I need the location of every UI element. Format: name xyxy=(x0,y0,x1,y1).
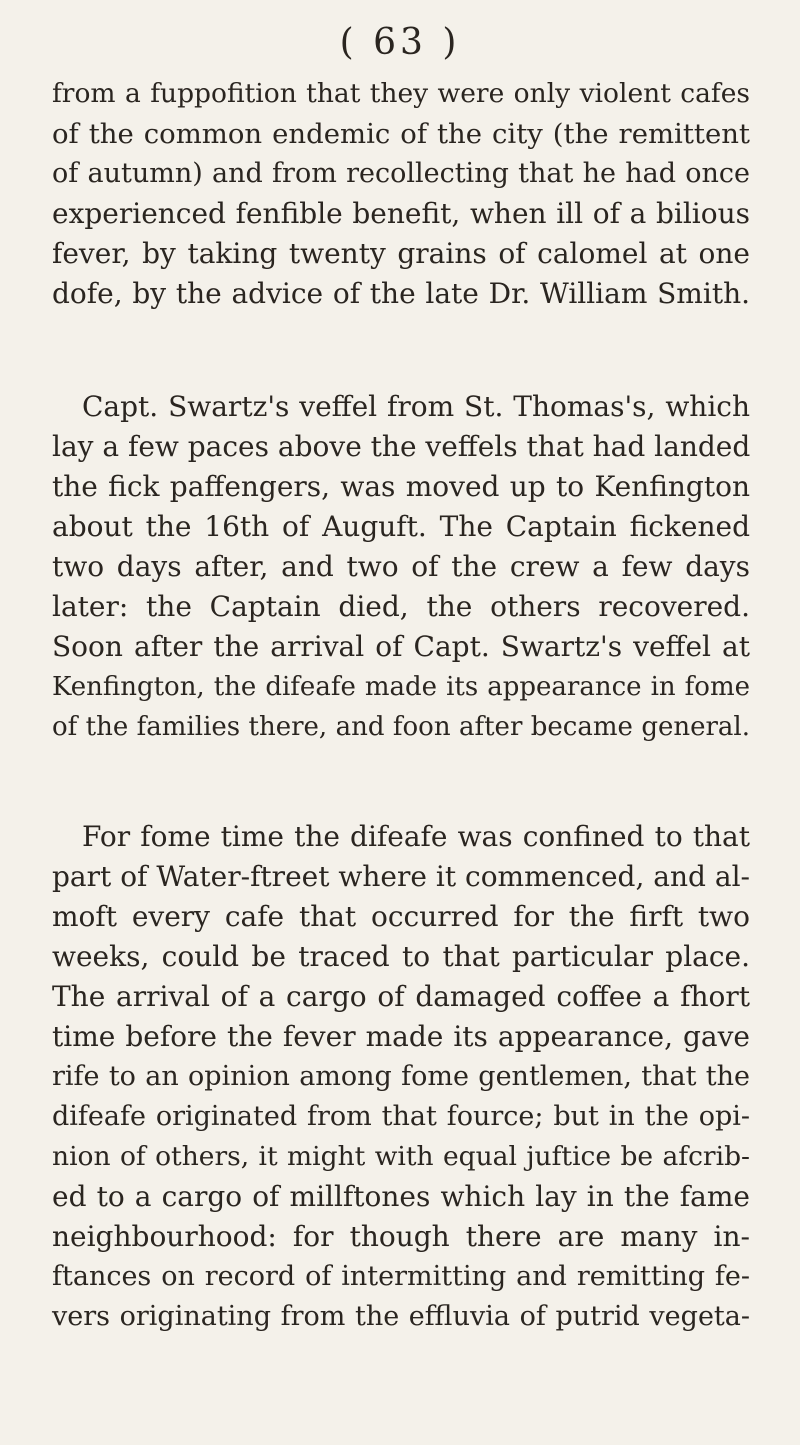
text-line: the fick paffengers, was moved up to Kenfington xyxy=(52,470,750,503)
text-line: rife to an opinion among fome gentlemen, that the xyxy=(52,1061,750,1092)
text-line: difeafe originated from that fource; but in the opi- xyxy=(52,1101,750,1132)
text-line: fever, by taking twenty grains of calomel at one xyxy=(52,237,750,270)
page-number: ( 63 ) xyxy=(339,22,461,63)
text-line: moft every cafe that occurred for the firft two xyxy=(52,900,750,933)
text-line: Kenfington, the difeafe made its appearance in fome xyxy=(52,672,750,702)
text-line: vers originating from the effluvia of putrid vegeta- xyxy=(52,1301,750,1332)
text-line: neighbourhood: for though there are many in- xyxy=(52,1220,750,1253)
text-line: ed to a cargo of millftones which lay in the fame xyxy=(52,1180,750,1213)
text-line: dofe, by the advice of the late Dr. William Smith. xyxy=(52,277,750,310)
text-line: from a fuppofition that they were only violent cafes xyxy=(52,78,750,109)
text-line: nion of others, it might with equal juftice be afcrib- xyxy=(52,1141,750,1172)
text-line: part of Water-ftreet where it commenced, and al- xyxy=(52,860,750,893)
text-line: lay a few paces above the veffels that had landed xyxy=(52,430,751,463)
text-line: of the families there, and foon after became general. xyxy=(52,712,750,742)
text-line: of the common endemic of the city (the remittent xyxy=(52,118,750,150)
text-line: experienced fenfible benefit, when ill of a bilious xyxy=(52,197,750,230)
text-line: later: the Captain died, the others recovered. xyxy=(52,590,750,623)
text-line: time before the fever made its appearance, gave xyxy=(52,1020,750,1053)
text-line: of autumn) and from recollecting that he had once xyxy=(52,158,750,189)
text-line: Capt. Swartz's veffel from St. Thomas's, which xyxy=(82,390,750,423)
text-line: about the 16th of Auguft. The Captain fickened xyxy=(52,510,750,543)
text-line: weeks, could be traced to that particular place. xyxy=(52,940,750,973)
text-line: For fome time the difeafe was confined to that xyxy=(82,820,750,853)
text-line: Soon after the arrival of Capt. Swartz's veffel at xyxy=(52,630,750,663)
text-line: The arrival of a cargo of damaged coffee a fhort xyxy=(52,980,750,1013)
text-line: two days after, and two of the crew a few days xyxy=(52,550,750,583)
text-line: ftances on record of intermitting and remitting fe- xyxy=(52,1261,750,1292)
